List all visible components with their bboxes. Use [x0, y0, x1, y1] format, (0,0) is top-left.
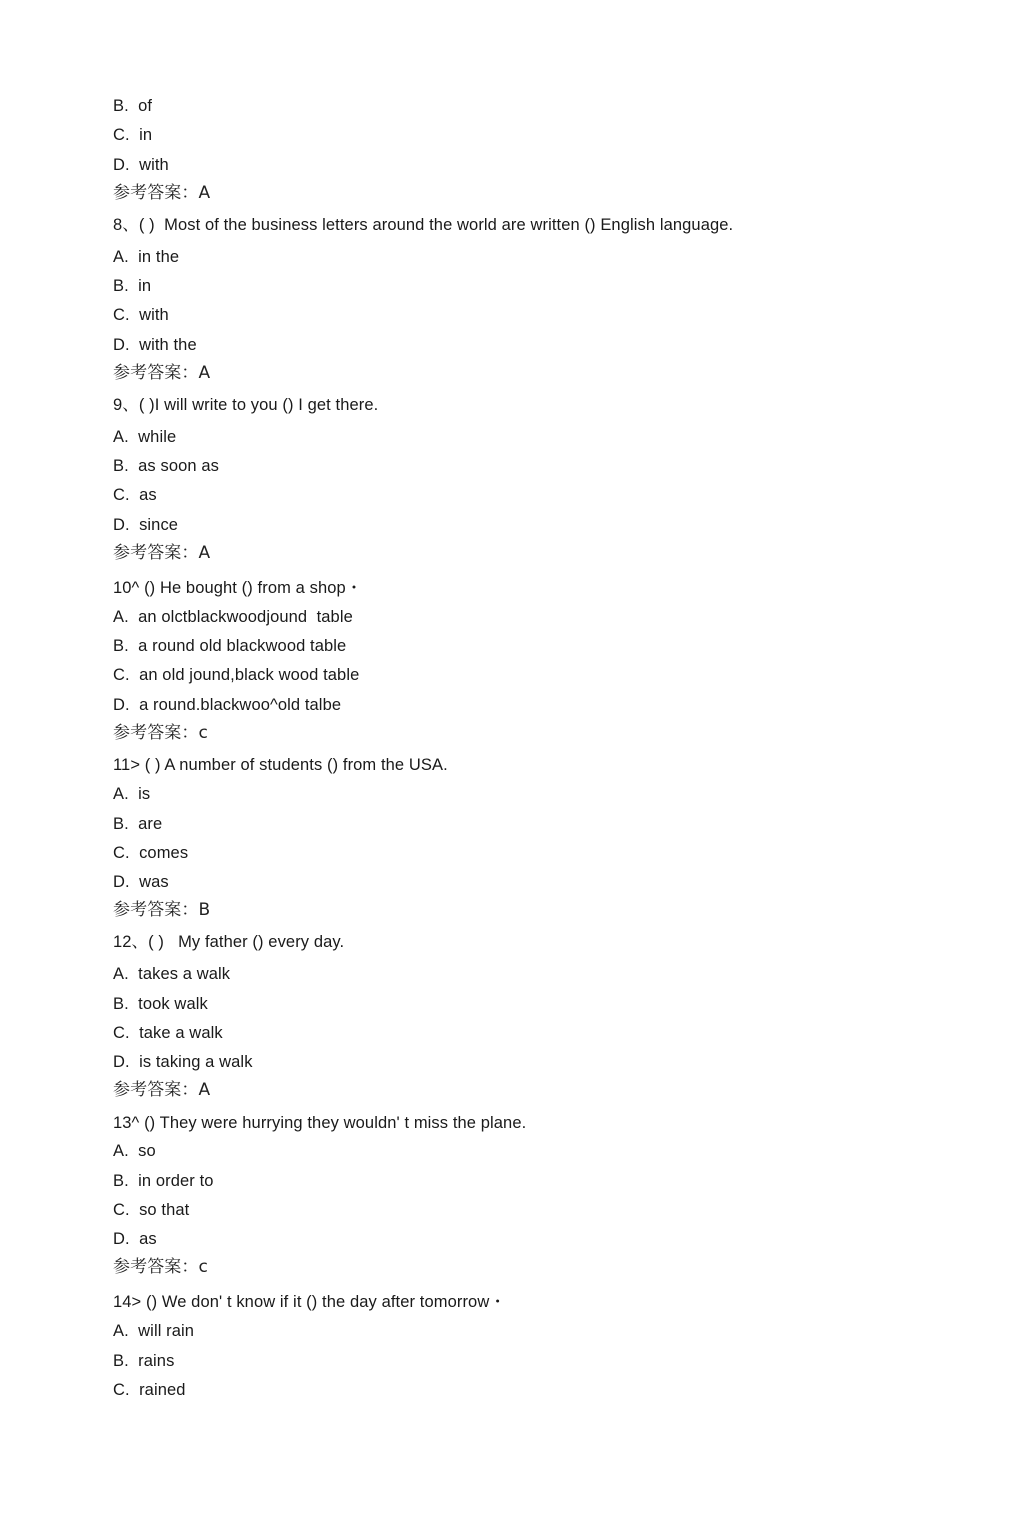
option-text: A. takes a walk — [113, 965, 231, 983]
question-text: 8、( ) Most of the business letters around the world are written () English language. — [113, 216, 734, 234]
answer-key-line: 参考答案：A — [113, 183, 211, 203]
option-text: B. are — [113, 815, 163, 833]
option-text: D. was — [113, 873, 169, 891]
option-text: C. comes — [113, 844, 189, 862]
option-text: C. rained — [113, 1381, 186, 1399]
option-text: A. in the — [113, 248, 180, 266]
option-text: C. in — [113, 126, 153, 144]
answer-key-line: 参考答案：c — [113, 1257, 208, 1277]
option-text: A. will rain — [113, 1322, 195, 1340]
answer-key-line: 参考答案：A — [113, 1080, 211, 1100]
question-text: 12、( ) My father () every day. — [113, 933, 345, 951]
option-text: A. an olctblackwoodjound table — [113, 608, 353, 626]
question-text: 10^ () He bought () from a shop・ — [113, 579, 363, 597]
option-text: A. while — [113, 428, 177, 446]
option-text: D. with — [113, 156, 169, 174]
option-text: D. as — [113, 1230, 157, 1248]
option-text: A. is — [113, 785, 151, 803]
question-text: 13^ () They were hurrying they wouldn' t miss the plane. — [113, 1114, 527, 1132]
answer-key-line: 参考答案：B — [113, 900, 211, 920]
option-text: C. take a walk — [113, 1024, 223, 1042]
option-text: C. as — [113, 486, 157, 504]
option-text: B. in order to — [113, 1172, 214, 1190]
answer-key-line: 参考答案：A — [113, 363, 211, 383]
answer-key-line: 参考答案：c — [113, 723, 208, 743]
option-text: B. took walk — [113, 995, 208, 1013]
option-text: C. so that — [113, 1201, 190, 1219]
option-text: B. as soon as — [113, 457, 219, 475]
option-text: D. with the — [113, 336, 197, 354]
option-text: B. in — [113, 277, 152, 295]
option-text: A. so — [113, 1142, 156, 1160]
question-text: 11> ( ) A number of students () from the USA. — [113, 756, 448, 774]
option-text: B. of — [113, 97, 153, 115]
option-text: C. with — [113, 306, 169, 324]
option-text: B. rains — [113, 1352, 175, 1370]
question-text: 14> () We don' t know if it () the day after tomorrow・ — [113, 1293, 506, 1311]
option-text: C. an old jound,black wood table — [113, 666, 360, 684]
question-text: 9、( )I will write to you () I get there. — [113, 396, 379, 414]
answer-key-line: 参考答案：A — [113, 543, 211, 563]
option-text: D. a round.blackwoo^old talbe — [113, 696, 342, 714]
option-text: D. is taking a walk — [113, 1053, 253, 1071]
option-text: B. a round old blackwood table — [113, 637, 347, 655]
option-text: D. since — [113, 516, 179, 534]
